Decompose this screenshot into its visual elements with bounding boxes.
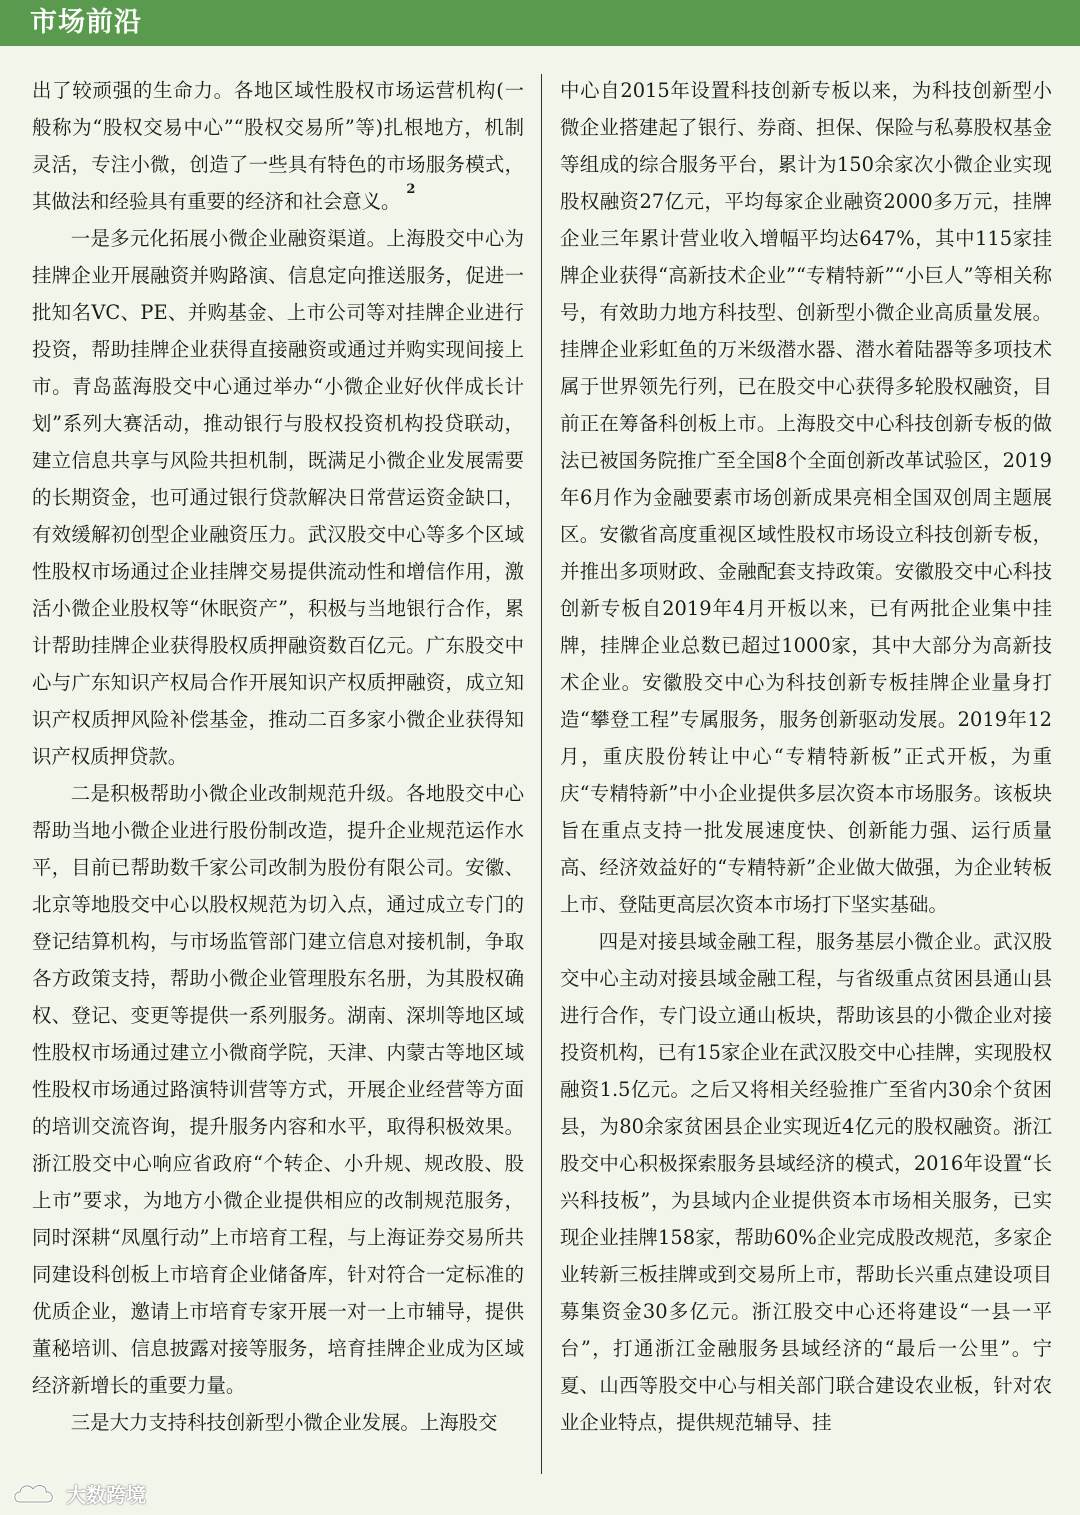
cloud-logo-icon bbox=[10, 1478, 62, 1508]
paragraph-restructuring: 二是积极帮助小微企业改制规范升级。各地股交中心帮助当地小微企业进行股份制改造，提升企业规范运作水平，目前已帮助数千家公司改制为股份有限公司。安徽、北京等地股交中心以股权规范为切入点，通过成立专门的登记结算机构，与市场监管部门建立信息对接机制，争取各方政策支持，帮助小微企业管理股东名册，为其股权确权、登记、变更等提供一系列服务。湖南、深圳等地区域性股权市场通过建立小微商学院，天津、内蒙古等地区域性股权市场通过路演特训营等方式，开展企业经营等方面的培训交流咨询，提升服务内容和水平，取得积极效果。浙江股交中心响应省政府“个转企、小升规、规改股、股上市”要求，为地方小微企业提供相应的改制规范服务，同时深耕“凤凰行动”上市培育工程，与上海证券交易所共同建设科创板上市培育企业储备库，针对符合一定标准的优质企业，邀请上市培育专家开展一对一上市辅导，提供董秘培训、信息披露对接等服务，培育挂牌企业成为区域经济新增长的重要力量。 bbox=[32, 782, 524, 1397]
right-text-column bbox=[560, 72, 1052, 1441]
left-text-column bbox=[32, 72, 524, 1441]
watermark bbox=[10, 1478, 146, 1508]
section-title: 市场前沿 bbox=[30, 7, 142, 38]
paragraph-financing-channels: 一是多元化拓展小微企业融资渠道。上海股交中心为挂牌企业开展融资并购路演、信息定向推送服务，促进一批知名VC、PE、并购基金、上市公司等对挂牌企业进行投资，帮助挂牌企业获得直接融资或通过并购实现间接上市。青岛蓝海股交中心通过举办“小微企业好伙伴成长计划”系列大赛活动，推动银行与股权投资机构投贷联动，建立信息共享与风险共担机制，既满足小微企业发展需要的长期资金，也可通过银行贷款解决日常营运资金缺口，有效缓解初创型企业融资压力。武汉股交中心等多个区域性股权市场通过企业挂牌交易提供流动性和增信作用，激活小微企业股权等“休眠资产”，积极与当地银行合作，累计帮助挂牌企业获得股权质押融资数百亿元。广东股交中心与广东知识产权局合作开展知识产权质押融资，成立知识产权质押风险补偿基金，推动二百多家小微企业获得知识产权质押贷款。 bbox=[32, 227, 524, 768]
section-header-bar bbox=[0, 0, 1080, 46]
paragraph-intro-continued bbox=[32, 72, 524, 220]
paragraph-text: 出了较顽强的生命力。各地区域性股权市场运营机构(一般称为“股权交易中心”“股权交易所”等)扎根地方，机制灵活，专注小微，创造了一些具有特色的市场服务模式，其做法和经验具有重要的经济和社会意义。 bbox=[32, 79, 524, 213]
column-divider bbox=[541, 74, 542, 1474]
paragraph-tech-board-continued: 中心自2015年设置科技创新专板以来，为科技创新型小微企业搭建起了银行、券商、担保、保险与私募股权基金等组成的综合服务平台，累计为150余家次小微企业实现股权融资27亿元，平均每家企业融资2000多万元，挂牌企业三年累计营业收入增幅平均达647%，其中115家挂牌企业获得“高新技术企业”“专精特新”“小巨人”等相关称号，有效助力地方科技型、创新型小微企业高质量发展。挂牌企业彩虹鱼的万米级潜水器、潜水着陆器等多项技术属于世界领先行列，已在股交中心获得多轮股权融资，目前正在筹备科创板上市。上海股交中心科技创新专板的做法已被国务院推广至全国8个全面创新改革试验区，2019年6月作为金融要素市场创新成果亮相全国双创周主题展区。安徽省高度重视区域性股权市场设立科技创新专板，并推出多项财政、金融配套支持政策。安徽股交中心科技创新专板自2019年4月开板以来，已有两批企业集中挂牌，挂牌企业总数已超过1000家，其中大部分为高新技术企业。安徽股交中心为科技创新专板挂牌企业量身打造“攀登工程”专属服务，服务创新驱动发展。2019年12月，重庆股份转让中心“专精特新板”正式开板，为重庆“专精特新”中小企业提供多层次资本市场服务。该板块旨在重点支持一批发展速度快、创新能力强、运行质量高、经济效益好的“专精特新”企业做大做强，为企业转板上市、登陆更高层次资本市场打下坚实基础。 bbox=[560, 79, 1052, 916]
paragraph-tech-innovation: 三是大力支持科技创新型小微企业发展。上海股交 bbox=[70, 1411, 498, 1434]
paragraph-county-finance: 四是对接县域金融工程，服务基层小微企业。武汉股交中心主动对接县域金融工程，与省级重点贫困县通山县进行合作，专门设立通山板块，帮助该县的小微企业对接投资机构，已有15家企业在武汉股交中心挂牌，实现股权融资1.5亿元。之后又将相关经验推广至省内30余个贫困县，为80余家贫困县企业实现近4亿元的股权融资。浙江股交中心积极探索服务县域经济的模式，2016年设置“长兴科技板”，为县域内企业提供资本市场相关服务，已实现企业挂牌158家，帮助60%企业完成股改规范，多家企业转新三板挂牌或到交易所上市，帮助长兴重点建设项目募集资金30多亿元。浙江股交中心还将建设“一县一平台”，打通浙江金融服务县域经济的“最后一公里”。宁夏、山西等股交中心与相关部门联合建设农业板，针对农业企业特点，提供规范辅导、挂 bbox=[560, 930, 1052, 1434]
footnote-marker: 2 bbox=[406, 181, 416, 197]
watermark-text: 大数跨境 bbox=[66, 1482, 146, 1507]
